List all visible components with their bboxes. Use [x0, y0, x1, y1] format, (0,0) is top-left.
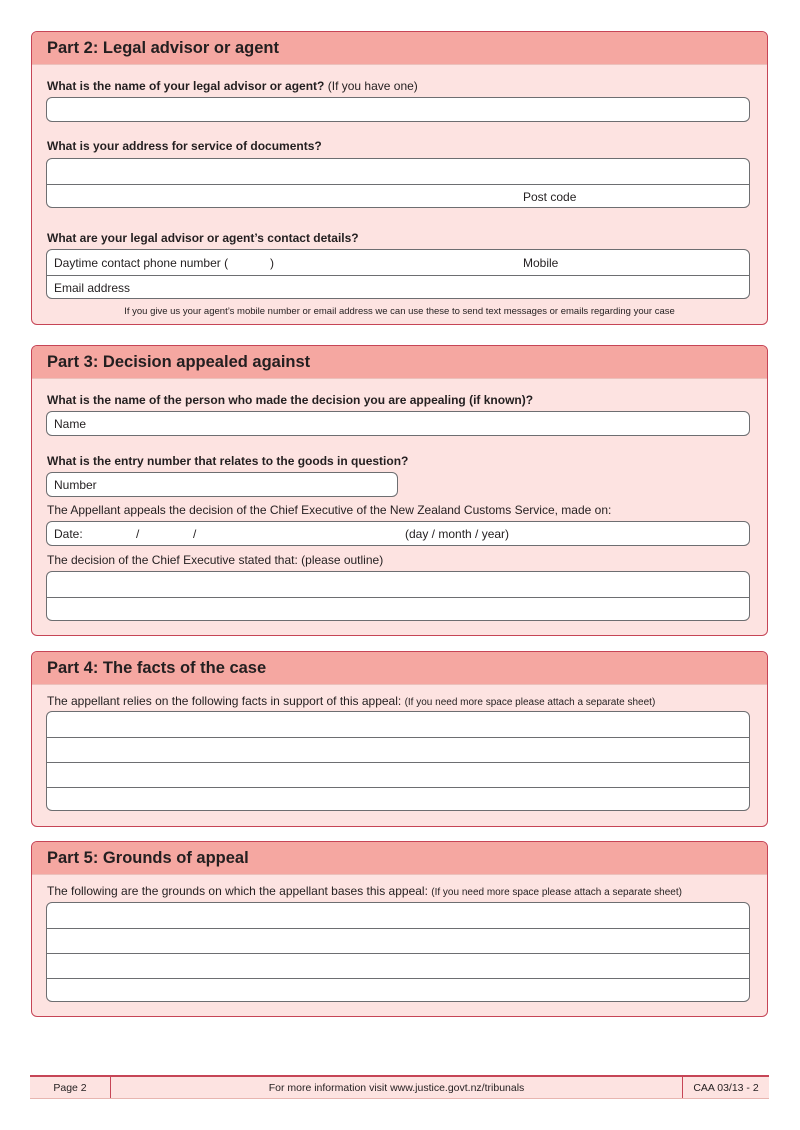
facts-box [46, 711, 750, 811]
agent-name-question: What is the name of your legal advisor or agent? (If you have one) [47, 79, 418, 93]
facts-line-3[interactable] [47, 762, 749, 787]
postcode-label: Post code [523, 190, 577, 204]
mobile-label: Mobile [523, 256, 559, 270]
email-field[interactable] [47, 275, 749, 299]
page-number: Page 2 [30, 1077, 111, 1098]
section-part-5 [31, 841, 768, 1017]
grounds-line-3[interactable] [47, 953, 749, 978]
contact-box [46, 249, 750, 299]
grounds-instruction: The following are the grounds on which the appellant bases this appeal: (If you need more space please attach a separate sheet) [47, 884, 682, 898]
part-2-title: Part 2: Legal advisor or agent [32, 32, 767, 65]
date-separator-2: / [193, 527, 197, 541]
facts-instruction: The appellant relies on the following facts in support of this appeal: (If you need more space please attach a separate sheet) [47, 694, 656, 708]
facts-line-1[interactable] [47, 712, 749, 737]
appeal-statement: The Appellant appeals the decision of the Chief Executive of the New Zealand Customs Service, made on: [47, 503, 612, 517]
name-label: Name [54, 417, 87, 431]
grounds-line-4[interactable] [47, 978, 749, 1002]
section-part-3 [31, 345, 768, 636]
part-3-title: Part 3: Decision appealed against [32, 346, 767, 379]
decision-outline-box [46, 571, 750, 621]
contact-question: What are your legal advisor or agent’s contact details? [47, 231, 359, 245]
entry-number-question: What is the entry number that relates to the goods in question? [47, 454, 409, 468]
facts-line-4[interactable] [47, 787, 749, 811]
email-label: Email address [54, 281, 131, 295]
date-format-hint: (day / month / year) [405, 527, 510, 541]
section-part-4 [31, 651, 768, 827]
contact-note: If you give us your agent’s mobile number or email address we can use these to send text messages or emails regarding your case [124, 306, 675, 317]
decision-outline-line-1[interactable] [47, 572, 749, 597]
agent-name-field[interactable] [46, 97, 750, 122]
page-footer [30, 1075, 769, 1099]
section-part-2 [31, 31, 768, 325]
decision-outline-label: The decision of the Chief Executive stated that: (please outline) [47, 553, 384, 567]
address-line-1-field[interactable] [47, 159, 749, 184]
entry-number-field[interactable] [46, 472, 398, 497]
facts-line-2[interactable] [47, 737, 749, 762]
phone-label: Daytime contact phone number ( [54, 256, 229, 270]
decision-outline-line-2[interactable] [47, 597, 749, 621]
decision-date-field[interactable] [46, 521, 750, 546]
phone-close-paren: ) [270, 256, 274, 270]
decision-person-question: What is the name of the person who made the decision you are appealing (if known)? [47, 393, 534, 407]
decision-person-name-field[interactable] [46, 411, 750, 436]
address-line-2-field[interactable] [47, 184, 749, 208]
date-label: Date: [54, 527, 83, 541]
form-code: CAA 03/13 - 2 [693, 1081, 759, 1094]
grounds-line-2[interactable] [47, 928, 749, 953]
number-label: Number [54, 478, 97, 492]
address-box [46, 158, 750, 208]
footer-info-link[interactable]: For more information visit www.justice.govt.nz/tribunals [111, 1077, 683, 1098]
part-5-title: Part 5: Grounds of appeal [32, 842, 767, 875]
date-separator-1: / [136, 527, 140, 541]
grounds-box [46, 902, 750, 1002]
phone-field[interactable] [47, 250, 749, 275]
grounds-line-1[interactable] [47, 903, 749, 928]
address-question: What is your address for service of documents? [47, 139, 322, 153]
part-4-title: Part 4: The facts of the case [32, 652, 767, 685]
